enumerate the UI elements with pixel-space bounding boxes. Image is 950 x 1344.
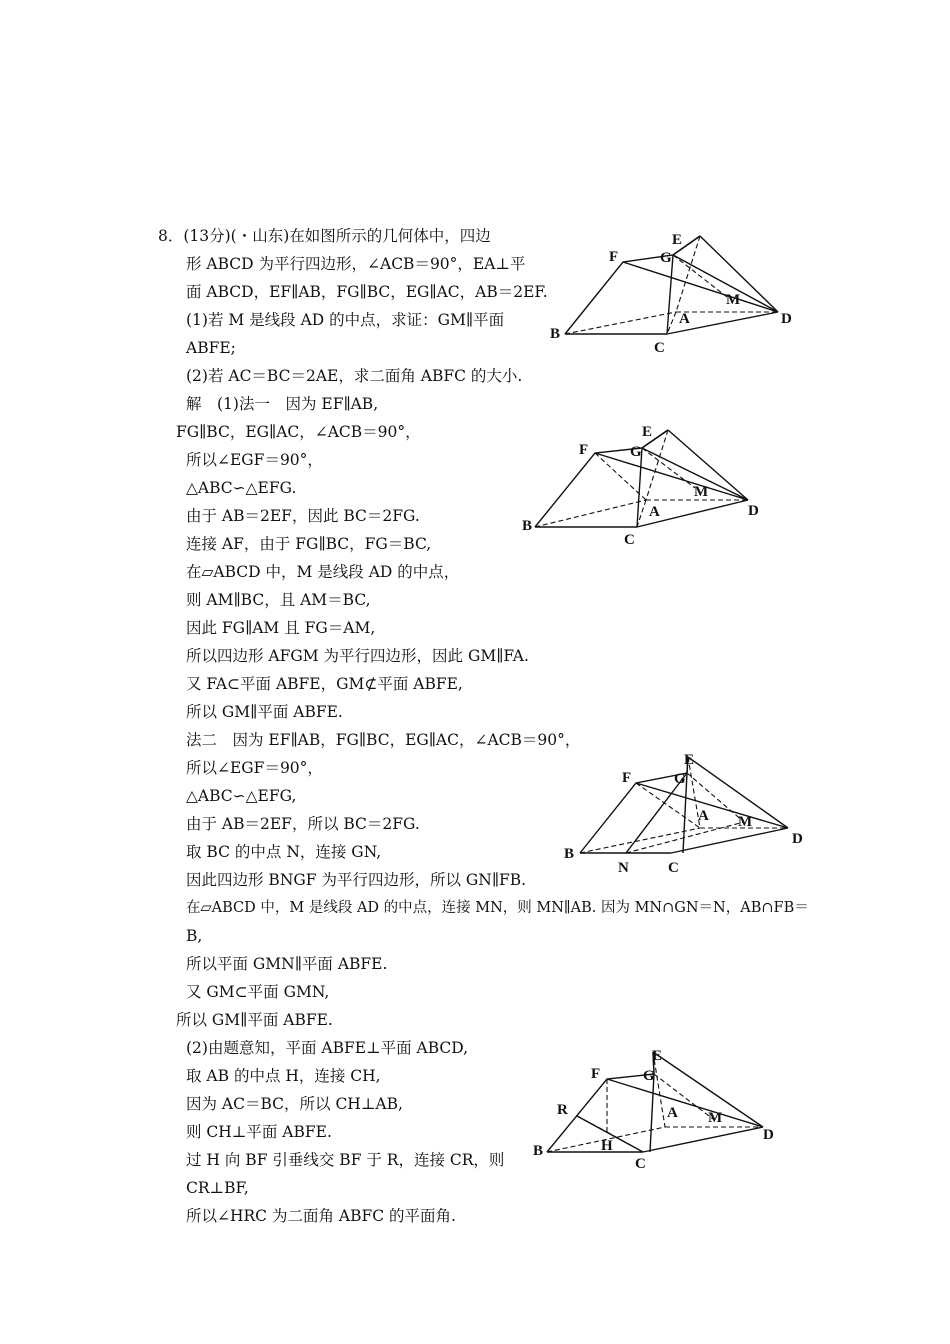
geometry-figure-1 xyxy=(540,222,810,366)
text-line: 过 H 向 BF 引垂线交 BF 于 R，连接 CR，则 xyxy=(186,1151,505,1169)
fig3-label-F: F xyxy=(622,770,632,786)
text-line: 连接 AF，由于 FG∥BC，FG＝BC, xyxy=(186,535,432,553)
text-line: 所以∠EGF＝90°， xyxy=(186,759,323,777)
fig4-label-G: G xyxy=(643,1068,655,1084)
geometry-figure-4 xyxy=(525,1040,785,1184)
fig1-label-B: B xyxy=(550,326,561,342)
text-line: 因为 AC＝BC，所以 CH⊥AB, xyxy=(186,1095,403,1113)
text-line: 所以四边形 AFGM 为平行四边形，因此 GM∥FA. xyxy=(186,647,529,665)
fig2-label-E: E xyxy=(642,424,653,440)
text-line: 所以平面 GMN∥平面 ABFE. xyxy=(186,955,388,973)
text-line: 所以∠EGF＝90°， xyxy=(186,451,323,469)
text-line: 又 FA⊂平面 ABFE，GM⊄平面 ABFE, xyxy=(186,675,463,693)
fig4-label-R: R xyxy=(557,1102,568,1118)
fig4-label-A: A xyxy=(667,1105,678,1121)
fig1-label-C: C xyxy=(654,340,665,356)
text-line: 面 ABCD，EF∥AB，FG∥BC，EG∥AC，AB＝2EF. xyxy=(186,283,548,301)
text-line: 因此四边形 BNGF 为平行四边形，所以 GN∥FB. xyxy=(186,871,527,889)
text-line: 则 CH⊥平面 ABFE. xyxy=(186,1123,332,1141)
fig4-label-F: F xyxy=(591,1066,601,1082)
fig3-label-N: N xyxy=(618,860,629,876)
fig2-label-D: D xyxy=(748,503,759,519)
fig3-label-C: C xyxy=(668,860,679,876)
text-line: B, xyxy=(186,927,203,945)
fig3-label-B: B xyxy=(564,846,575,862)
text-line: 因此 FG∥AM 且 FG＝AM, xyxy=(186,619,376,637)
fig4-label-H: H xyxy=(601,1138,613,1154)
text-line: 在▱ABCD 中，M 是线段 AD 的中点， xyxy=(186,563,460,581)
geometry-figure-3 xyxy=(560,748,820,892)
fig3-label-A: A xyxy=(698,808,709,824)
text-line: 法二 因为 EF∥AB，FG∥BC，EG∥AC，∠ACB＝90°， xyxy=(186,731,581,749)
text-line: 取 BC 的中点 N，连接 GN, xyxy=(186,843,382,861)
fig4-label-B: B xyxy=(533,1143,544,1159)
text-line: △ABC∽△EFG, xyxy=(186,787,297,805)
fig1-label-E: E xyxy=(672,232,683,248)
text-line: (1)若 M 是线段 AD 的中点，求证：GM∥平面 xyxy=(186,311,505,329)
text-line: ABFE; xyxy=(186,339,236,357)
fig1-label-F: F xyxy=(609,249,619,265)
text-line: 所以 GM∥平面 ABFE. xyxy=(186,703,343,721)
text-line: 则 AM∥BC，且 AM＝BC, xyxy=(186,591,371,609)
fig1-label-A: A xyxy=(679,311,690,327)
text-line: 由于 AB＝2EF，因此 BC＝2FG. xyxy=(186,507,420,525)
fig3-label-M: M xyxy=(738,814,753,830)
text-line: 解 (1)法一 因为 EF∥AB, xyxy=(186,395,379,413)
text-line: (2)若 AC＝BC＝2AE，求二面角 ABFC 的大小. xyxy=(186,367,523,385)
text-line: 所以∠HRC 为二面角 ABFC 的平面角. xyxy=(186,1207,456,1225)
fig2-label-M: M xyxy=(694,484,709,500)
fig2-label-B: B xyxy=(522,518,533,534)
text-line: 形 ABCD 为平行四边形，∠ACB＝90°，EA⊥平 xyxy=(186,255,526,273)
fig4-label-M: M xyxy=(708,1110,723,1126)
fig3-label-E: E xyxy=(684,752,695,768)
fig1-label-D: D xyxy=(781,311,792,327)
fig1-label-M: M xyxy=(726,292,741,308)
fig4-label-D: D xyxy=(763,1127,774,1143)
geometry-figure-2 xyxy=(510,418,780,562)
fig2-label-C: C xyxy=(624,532,635,548)
fig2-label-A: A xyxy=(649,504,660,520)
fig2-label-G: G xyxy=(630,444,642,460)
text-line: 取 AB 的中点 H，连接 CH, xyxy=(186,1067,381,1085)
text-line: 在▱ABCD 中，M 是线段 AD 的中点，连接 MN，则 MN∥AB. 因为 MN∩GN＝N，AB∩FB＝ xyxy=(186,900,809,916)
fig4-label-C: C xyxy=(635,1156,646,1172)
text-line: 由于 AB＝2EF，所以 BC＝2FG. xyxy=(186,815,420,833)
text-line: △ABC∽△EFG. xyxy=(186,479,297,497)
text-line: CR⊥BF, xyxy=(186,1179,249,1197)
fig4-label-E: E xyxy=(652,1048,663,1064)
text-line: FG∥BC，EG∥AC，∠ACB＝90°， xyxy=(176,423,421,441)
fig3-label-G: G xyxy=(674,771,686,787)
text-line: 8．(13分)(・山东)在如图所示的几何体中，四边 xyxy=(158,227,491,245)
fig3-label-D: D xyxy=(792,831,803,847)
fig1-label-G: G xyxy=(660,250,672,266)
text-line: 所以 GM∥平面 ABFE. xyxy=(176,1011,333,1029)
text-line: (2)由题意知，平面 ABFE⊥平面 ABCD, xyxy=(186,1039,469,1057)
fig2-label-F: F xyxy=(579,442,589,458)
text-line: 又 GM⊂平面 GMN, xyxy=(186,983,330,1001)
